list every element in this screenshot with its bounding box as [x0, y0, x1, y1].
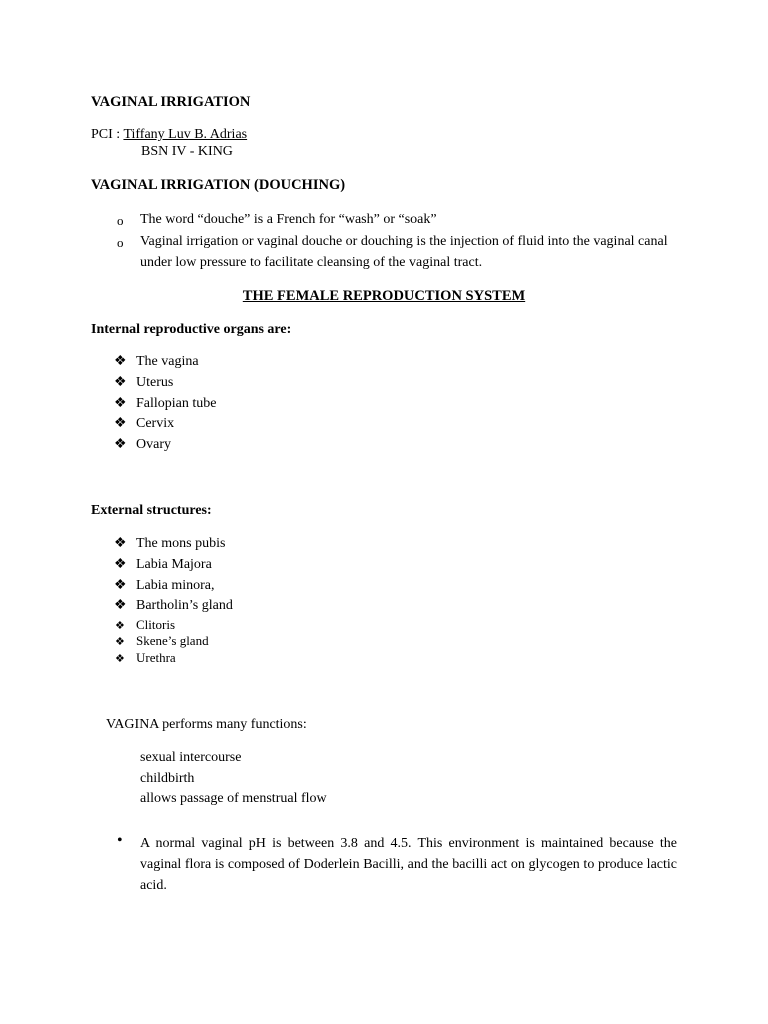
subtitle: VAGINAL IRRIGATION (DOUCHING)	[91, 177, 346, 193]
diamond-bullet-icon: ❖	[114, 578, 127, 593]
internal-item: The vagina	[136, 354, 199, 369]
pci-section: BSN IV - KING	[141, 144, 233, 159]
external-heading: External structures:	[91, 503, 212, 518]
external-item: Bartholin’s gland	[136, 598, 233, 613]
document-title: VAGINAL IRRIGATION	[91, 94, 251, 110]
diamond-bullet-icon: ❖	[114, 536, 127, 551]
vagina-item: allows passage of menstrual flow	[140, 791, 327, 806]
section-title: THE FEMALE REPRODUCTION SYSTEM	[242, 288, 526, 304]
vagina-heading: VAGINA performs many functions:	[106, 717, 307, 732]
external-item: Skene’s gland	[136, 633, 209, 648]
pci-name: Tiffany Luv B. Adrias	[123, 127, 248, 142]
intro-item-2: Vaginal irrigation or vaginal douche or douching is the injection of fluid into the vaginal canal under low pressure to facilitate cleansing of the vaginal tract.	[140, 234, 668, 270]
diamond-bullet-icon: ❖	[114, 375, 127, 390]
external-item: The mons pubis	[136, 536, 226, 551]
diamond-bullet-icon: ❖	[114, 416, 127, 431]
internal-item: Fallopian tube	[136, 396, 217, 411]
pci-line	[91, 127, 247, 143]
pci-label: PCI :	[91, 127, 124, 142]
diamond-bullet-icon: ❖	[114, 354, 127, 369]
diamond-bullet-icon: ❖	[115, 653, 125, 665]
diamond-bullet-icon: ❖	[115, 636, 125, 648]
dot-bullet-icon: •	[117, 832, 123, 849]
internal-heading: Internal reproductive organs are:	[91, 322, 292, 337]
external-item: Labia minora,	[136, 578, 215, 593]
diamond-bullet-icon: ❖	[114, 598, 127, 613]
internal-item: Uterus	[136, 375, 174, 390]
diamond-bullet-icon: ❖	[114, 557, 127, 572]
internal-item: Ovary	[136, 437, 171, 452]
vagina-item: childbirth	[140, 771, 195, 786]
internal-item: Cervix	[136, 416, 175, 431]
diamond-bullet-icon: ❖	[114, 396, 127, 411]
circle-bullet-icon: o	[117, 213, 124, 228]
external-item: Urethra	[136, 650, 176, 665]
external-item: Clitoris	[136, 617, 176, 632]
external-item: Labia Majora	[136, 557, 212, 572]
circle-bullet-icon: o	[117, 235, 124, 250]
ph-note: A normal vaginal pH is between 3.8 and 4.5. This environment is maintained because the vaginal flora is composed of Doderlein Bacilli, and the bacilli act on glycogen to produce lactic acid.	[140, 836, 677, 893]
diamond-bullet-icon: ❖	[115, 620, 125, 632]
vagina-item: sexual intercourse	[140, 750, 242, 765]
diamond-bullet-icon: ❖	[114, 437, 127, 452]
intro-item-1: The word “douche” is a French for “wash” or “soak”	[140, 212, 437, 227]
